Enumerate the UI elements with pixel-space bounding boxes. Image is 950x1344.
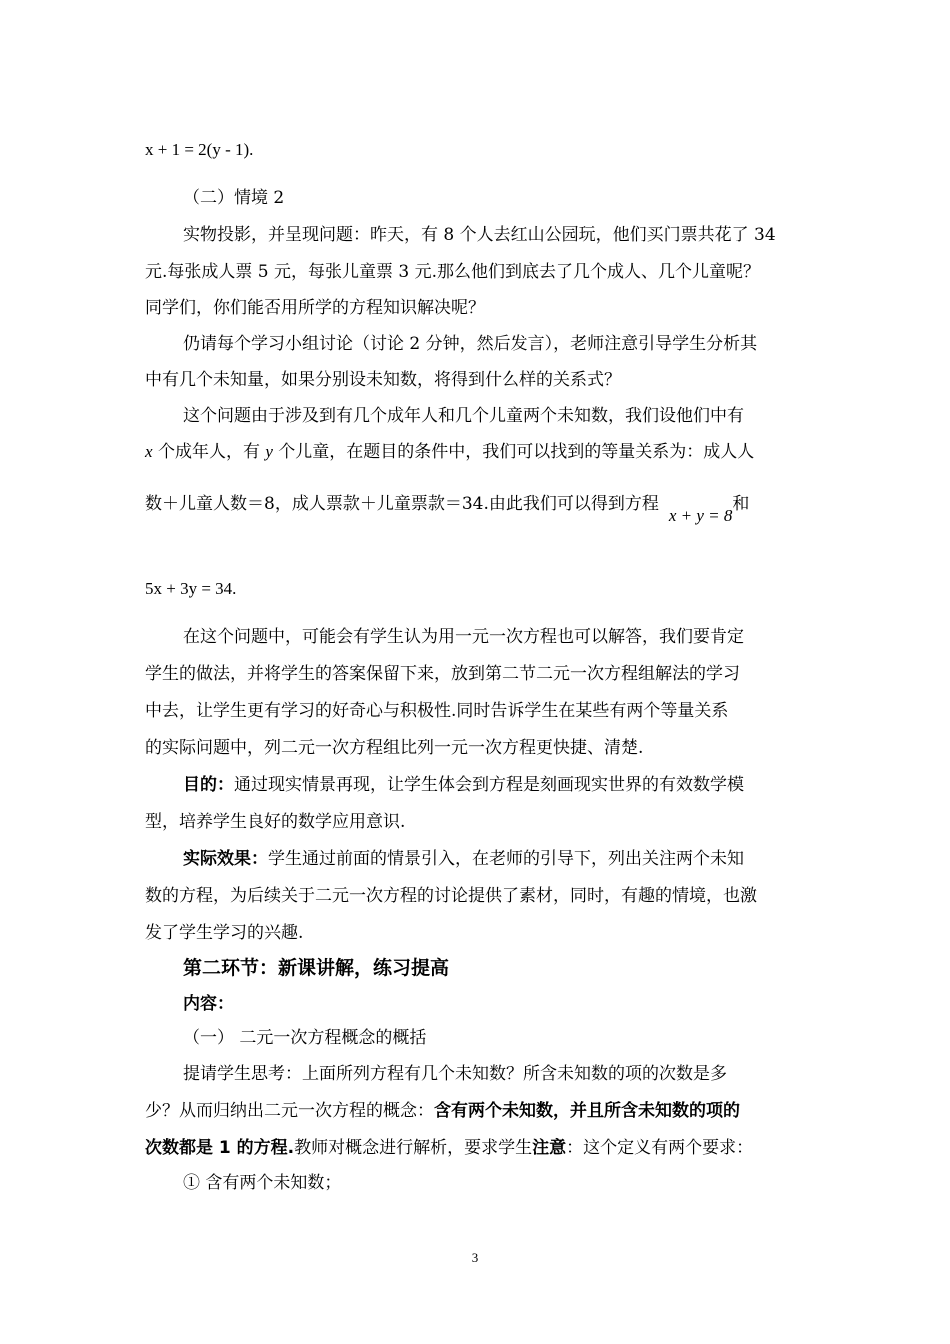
bold-emphasis: 注意: [532, 1138, 567, 1158]
text-span: 少？从而归纳出二元一次方程的概念：: [145, 1101, 434, 1121]
equation-1: x + 1 = 2(y - 1).: [145, 140, 254, 159]
page-number: 3: [471, 1250, 479, 1265]
text-span: 数＋儿童人数＝8，成人票款＋儿童票款＝34.由此我们可以得到方程: [145, 494, 659, 514]
paragraph-line: 型，培养学生良好的数学应用意识.: [145, 812, 406, 832]
paragraph-line: 同学们，你们能否用所学的方程知识解决呢？: [145, 298, 485, 318]
list-item: ① 含有两个未知数；: [183, 1173, 342, 1193]
text-span: 通过现实情景再现，让学生体会到方程是刻画现实世界的有效数学模: [234, 775, 744, 795]
text-span: 教师对概念进行解析，要求学生: [294, 1138, 533, 1158]
paragraph-line: 这个问题由于涉及到有几个成年人和几个儿童两个未知数，我们设他们中有: [183, 406, 744, 426]
paragraph-line: 的实际问题中，列二元一次方程组比列一元一次方程更快捷、清楚.: [145, 738, 644, 758]
paragraph-line: 学生的做法，并将学生的答案保留下来，放到第二节二元一次方程组解法的学习: [145, 664, 740, 684]
paragraph-line: [145, 1137, 810, 1159]
content-label: 内容：: [183, 994, 234, 1014]
bold-definition: 含有两个未知数，并且所含未知数的项的: [434, 1101, 740, 1121]
subsection-title-2: （二）情境 2: [183, 188, 285, 208]
paragraph-line: 在这个问题中，可能会有学生认为用一元一次方程也可以解答，我们要肯定: [183, 627, 744, 647]
paragraph-line: 元.每张成人票 5 元，每张儿童票 3 元.那么他们到底去了几个成人、几个儿童呢？: [145, 262, 761, 282]
paragraph-line: [183, 774, 810, 796]
bold-definition: 次数都是 1 的方程.: [145, 1138, 295, 1158]
text-span: 个成年人，有: [152, 442, 266, 462]
equation-inline: x + y = 8: [668, 506, 733, 525]
equation-2: 5x + 3y = 34.: [145, 579, 237, 598]
paragraph-line: [145, 441, 810, 463]
paragraph-line: 发了学生学习的兴趣.: [145, 923, 304, 943]
paragraph-line: [183, 848, 810, 870]
paragraph-line: [145, 493, 810, 525]
section-heading: 第二环节：新课讲解，练习提高: [183, 957, 450, 979]
paragraph-line: 数的方程，为后续关于二元一次方程的讨论提供了素材，同时，有趣的情境，也激: [145, 886, 757, 906]
bold-label: 实际效果：: [183, 849, 268, 869]
subsection-title-1: （一） 二元一次方程概念的概括: [183, 1028, 427, 1048]
text-span: 和: [732, 494, 750, 514]
text-span: 学生通过前面的情景引入，在老师的引导下，列出关注两个未知: [268, 849, 744, 869]
variable-y: y: [265, 442, 273, 461]
text-span: ：这个定义有两个要求：: [566, 1138, 754, 1158]
bold-label: 目的：: [183, 775, 234, 795]
paragraph-line: 仍请每个学习小组讨论（讨论 2 分钟，然后发言），老师注意引导学生分析其: [183, 334, 758, 354]
paragraph-line: 中去，让学生更有学习的好奇心与积极性.同时告诉学生在某些有两个等量关系: [145, 701, 729, 721]
text-span: 个儿童，在题目的条件中，我们可以找到的等量关系为：成人人: [272, 442, 755, 462]
paragraph-line: 提请学生思考：上面所列方程有几个未知数？所含未知数的项的次数是多: [183, 1064, 727, 1084]
paragraph-line: [145, 1100, 810, 1122]
variable-x: x: [145, 442, 153, 461]
paragraph-line: 中有几个未知量，如果分别设未知数，将得到什么样的关系式？: [145, 370, 621, 390]
paragraph-line: 实物投影，并呈现问题：昨天，有 8 个人去红山公园玩，他们买门票共花了 34: [183, 225, 776, 245]
